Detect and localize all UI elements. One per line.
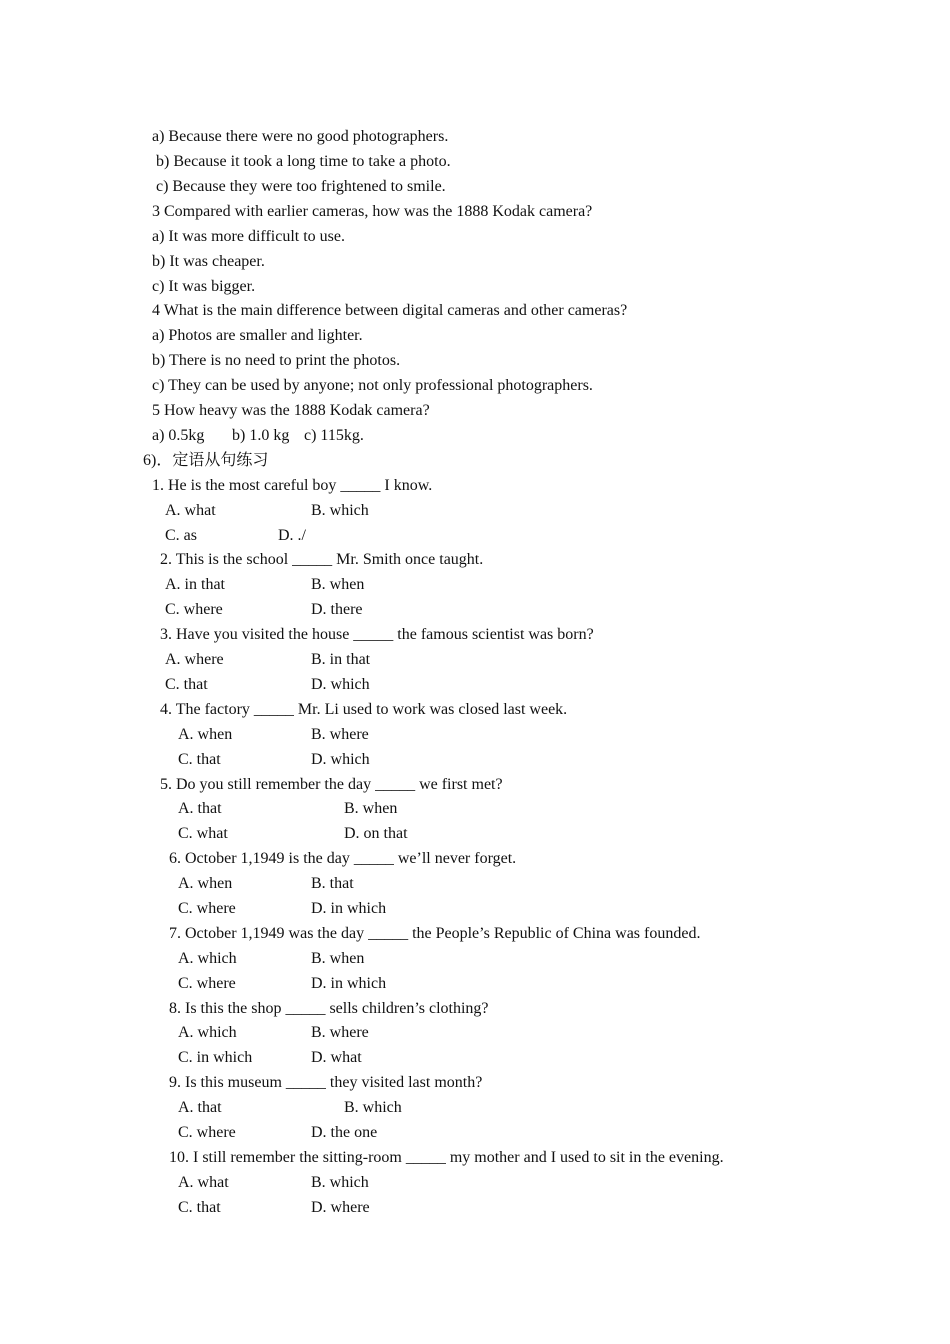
- answer-option: b) 1.0 kg: [232, 427, 290, 444]
- question-text: 4 What is the main difference between digital cameras and other cameras?: [152, 302, 628, 319]
- answer-option: D. which: [311, 751, 370, 768]
- answer-option: D. which: [311, 676, 370, 693]
- answer-option: A. where: [165, 651, 224, 668]
- answer-option: B. which: [311, 502, 369, 519]
- answer-option: B. where: [311, 726, 369, 743]
- answer-option: c) It was bigger.: [152, 278, 256, 295]
- answer-option: B. when: [344, 800, 398, 817]
- answer-option: A. in that: [165, 576, 225, 593]
- answer-option: C. that: [178, 751, 221, 768]
- question-text: 5. Do you still remember the day _____ we first met?: [160, 776, 503, 793]
- question-text: 9. Is this museum _____ they visited last month?: [169, 1074, 483, 1091]
- answer-option: C. where: [178, 1124, 236, 1141]
- answer-option: D. ./: [278, 527, 306, 544]
- answer-option: a) Because there were no good photographers.: [152, 128, 449, 145]
- answer-option: D. there: [311, 601, 363, 618]
- answer-option: C. where: [165, 601, 223, 618]
- answer-option: C. that: [178, 1199, 221, 1216]
- answer-option: A. which: [178, 1024, 237, 1041]
- answer-option: B. when: [311, 950, 365, 967]
- answer-option: a) Photos are smaller and lighter.: [152, 327, 363, 344]
- question-text: 8. Is this the shop _____ sells children’s clothing?: [169, 1000, 489, 1017]
- answer-option: D. the one: [311, 1124, 378, 1141]
- question-text: 4. The factory _____ Mr. Li used to work was closed last week.: [160, 701, 568, 718]
- question-text: 2. This is the school _____ Mr. Smith once taught.: [160, 551, 484, 568]
- answer-option: b) Because it took a long time to take a photo.: [156, 153, 451, 170]
- question-text: 3. Have you visited the house _____ the famous scientist was born?: [160, 626, 594, 643]
- answer-option: B. which: [344, 1099, 402, 1116]
- answer-option: C. what: [178, 825, 228, 842]
- section-heading: 6)．定语从句练习: [143, 452, 269, 469]
- answer-option: A. that: [178, 1099, 222, 1116]
- answer-option: C. where: [178, 900, 236, 917]
- answer-option: c) 115kg.: [304, 427, 364, 444]
- answer-option: C. where: [178, 975, 236, 992]
- answer-option: D. on that: [344, 825, 408, 842]
- answer-option: D. in which: [311, 900, 387, 917]
- answer-option: A. what: [165, 502, 216, 519]
- answer-option: C. as: [165, 527, 197, 544]
- question-text: 5 How heavy was the 1888 Kodak camera?: [152, 402, 430, 419]
- answer-option: b) There is no need to print the photos.: [152, 352, 401, 369]
- answer-option: B. which: [311, 1174, 369, 1191]
- answer-option: D. in which: [311, 975, 387, 992]
- answer-option: B. when: [311, 576, 365, 593]
- answer-option: A. when: [178, 875, 233, 892]
- question-text: 10. I still remember the sitting-room _____ my mother and I used to sit in the evening.: [169, 1149, 724, 1166]
- answer-option: C. in which: [178, 1049, 253, 1066]
- answer-option: D. what: [311, 1049, 362, 1066]
- answer-option: c) Because they were too frightened to smile.: [156, 178, 446, 195]
- answer-option: B. in that: [311, 651, 371, 668]
- answer-option: C. that: [165, 676, 208, 693]
- answer-option: D. where: [311, 1199, 370, 1216]
- question-text: 3 Compared with earlier cameras, how was the 1888 Kodak camera?: [152, 203, 593, 220]
- answer-option: B. that: [311, 875, 354, 892]
- answer-option: A. when: [178, 726, 233, 743]
- answer-option: c) They can be used by anyone; not only professional photographers.: [152, 377, 593, 394]
- answer-option: a) It was more difficult to use.: [152, 228, 345, 245]
- question-text: 7. October 1,1949 was the day _____ the People’s Republic of China was founded.: [169, 925, 701, 942]
- answer-option: b) It was cheaper.: [152, 253, 265, 270]
- answer-option: B. where: [311, 1024, 369, 1041]
- answer-option: a) 0.5kg: [152, 427, 205, 444]
- question-text: 6. October 1,1949 is the day _____ we’ll never forget.: [169, 850, 517, 867]
- question-text: 1. He is the most careful boy _____ I know.: [152, 477, 433, 494]
- answer-option: A. which: [178, 950, 237, 967]
- answer-option: A. what: [178, 1174, 229, 1191]
- answer-option: A. that: [178, 800, 222, 817]
